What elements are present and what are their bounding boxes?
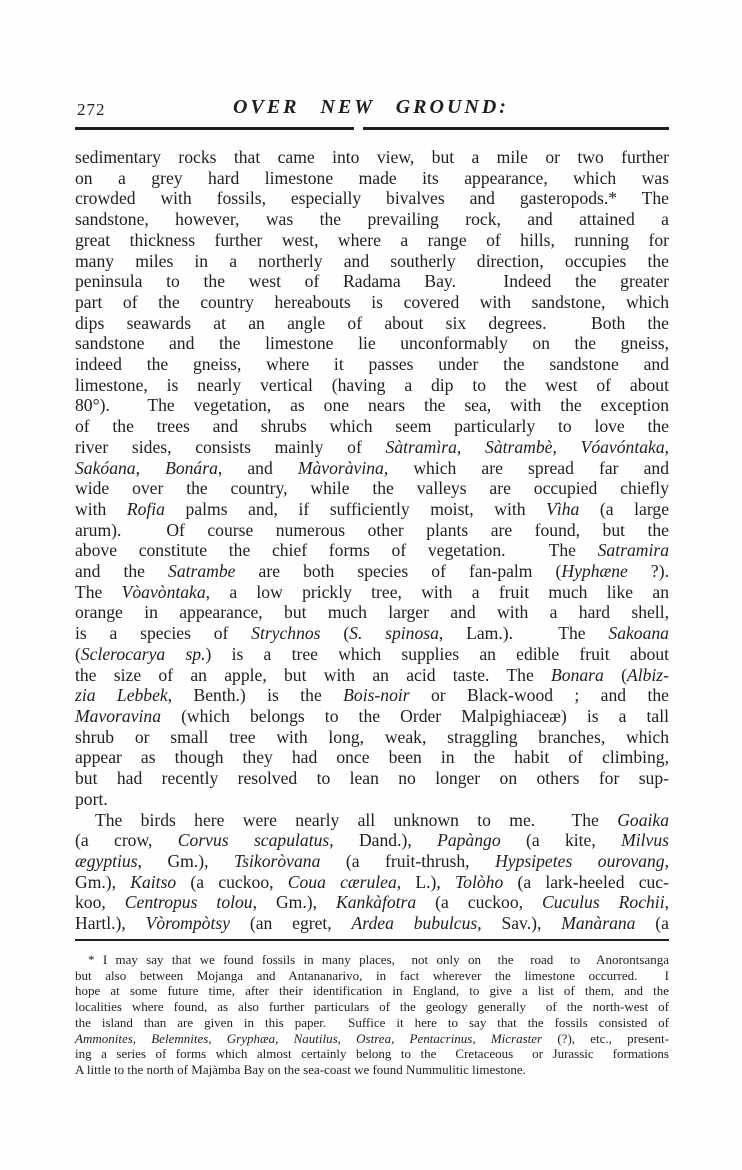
roman-text: or Black-wood ; and the xyxy=(409,685,669,706)
roman-text: peninsula to the west of Radama Bay. Indeed the greater xyxy=(75,271,669,292)
text-line xyxy=(75,644,669,665)
italic-text: Ammonites, Belemnites, Gryphæa, Nautilus, Ostrea, Pentacrinus, Micraster xyxy=(75,1030,543,1046)
roman-text: A little to the north of Majàmba Bay on the sea-coast we found Nummulitic limestone. xyxy=(75,1061,526,1077)
text-line xyxy=(75,209,669,230)
roman-text: part of the country hereabouts is covered with sandstone, which xyxy=(75,291,669,312)
roman-text: indeed the gneiss, where it passes under the sandstone and xyxy=(75,354,669,375)
roman-text: * I may say that we found fossils in many places, not only on the road to Anorontsanga xyxy=(88,952,669,967)
text-line xyxy=(75,727,669,748)
roman-text: , Gm.), xyxy=(252,892,337,913)
roman-text: the island than are given in this paper. Suffice it here to say that the fossils consisted of xyxy=(75,1014,669,1030)
roman-text: dips seawards at an angle of about six degrees. Both the xyxy=(75,312,669,333)
roman-text: (a cuckoo, xyxy=(176,871,288,892)
italic-text: Tolòho xyxy=(455,871,504,892)
text-line xyxy=(75,333,669,354)
italic-text: Ardea bubulcus xyxy=(351,913,478,934)
footnote-line xyxy=(75,968,669,984)
body-text xyxy=(75,147,669,934)
italic-text: Mavoravina xyxy=(75,705,161,726)
roman-text: above constitute the chief forms of vegetation. The xyxy=(75,540,598,561)
roman-text: the size of an apple, but with an acid taste. The xyxy=(75,664,552,685)
roman-text: great thickness further west, where a range of hills, running for xyxy=(75,229,669,250)
roman-text: shrub or small tree with long, weak, straggling branches, which xyxy=(75,726,669,747)
roman-text: ( xyxy=(603,664,627,685)
roman-text: palms and, if sufficiently moist, with xyxy=(164,498,547,519)
roman-text: (a fruit-thrush, xyxy=(320,850,496,871)
text-line xyxy=(75,437,669,458)
roman-text: localities where found, as also further particulars of the geology generally of the north-west of xyxy=(75,999,669,1015)
text-line xyxy=(75,747,669,768)
roman-text: (an egret, xyxy=(230,913,352,934)
italic-text: Papàngo xyxy=(437,830,501,851)
italic-text: Cuculus Rochii xyxy=(542,892,665,913)
text-line xyxy=(75,354,669,375)
text-line xyxy=(75,789,669,810)
italic-text: Hyphæne xyxy=(561,561,628,582)
roman-text: , L.), xyxy=(396,871,456,892)
roman-text: many miles in a northerly and southerly direction, occupies the xyxy=(75,250,669,271)
text-line xyxy=(75,478,669,499)
text-line xyxy=(75,561,669,582)
text-line xyxy=(75,892,669,913)
header-rule-left xyxy=(75,127,354,130)
roman-text: are both species of fan-palm ( xyxy=(235,561,562,582)
roman-text: , Dand.), xyxy=(329,830,438,851)
roman-text: , Sav.), xyxy=(477,913,562,934)
text-line xyxy=(75,913,669,934)
roman-text: but had recently resolved to lean no longer on others for sup- xyxy=(75,768,669,789)
roman-text: ?). xyxy=(627,561,670,582)
text-line xyxy=(75,292,669,313)
roman-text: ) is a tree which supplies an edible fruit about xyxy=(205,643,670,664)
roman-text: limestone, is nearly vertical (having a dip to the west of about xyxy=(75,374,669,395)
footnote-line xyxy=(75,1062,669,1078)
text-line xyxy=(75,768,669,789)
text-line xyxy=(75,602,669,623)
text-line xyxy=(75,540,669,561)
footnote-separator xyxy=(75,939,669,941)
roman-text: , xyxy=(135,457,166,478)
text-line xyxy=(75,582,669,603)
roman-text: , xyxy=(664,436,670,457)
italic-text: Milvus xyxy=(621,830,669,851)
text-line xyxy=(75,168,669,189)
italic-text: Coua cærulea xyxy=(287,871,397,892)
italic-text: Sàtrambè xyxy=(485,436,553,457)
italic-text: Albiz- xyxy=(626,664,669,685)
text-line xyxy=(75,685,669,706)
italic-text: Bonára xyxy=(165,457,218,478)
roman-text: ing a series of forms which almost certainly belong to the Cretaceous or Jurassic formations xyxy=(75,1046,669,1062)
italic-text: Strychnos xyxy=(251,623,321,644)
italic-text: Sclerocarya sp. xyxy=(80,643,206,664)
text-line xyxy=(75,851,669,872)
italic-text: Vìha xyxy=(546,498,580,519)
roman-text: port. xyxy=(75,788,108,809)
roman-text: orange in appearance, but much larger and with a hard shell, xyxy=(75,602,669,623)
roman-text: (a xyxy=(635,913,669,934)
roman-text: with xyxy=(75,498,127,519)
italic-text: Corvus scapulatus xyxy=(177,830,330,851)
italic-text: Centropus tolou xyxy=(124,892,253,913)
italic-text: Satrambe xyxy=(168,561,236,582)
italic-text: Hypsipetes ourovang xyxy=(495,850,665,871)
text-line xyxy=(75,872,669,893)
footnote-text xyxy=(75,952,669,1078)
roman-text: of the trees and shrubs which seem particularly to love the xyxy=(75,416,669,437)
italic-text: Vòrompòtsy xyxy=(145,913,231,934)
roman-text: river sides, consists mainly of xyxy=(75,436,386,457)
roman-text: sandstone and the limestone lie unconformably on the gneiss, xyxy=(75,333,669,354)
page-number: 272 xyxy=(77,100,106,119)
text-line xyxy=(75,706,669,727)
italic-text: ægyptius xyxy=(75,850,138,871)
italic-text: Sàtramìra xyxy=(385,436,457,457)
roman-text: (a kite, xyxy=(500,830,622,851)
text-line xyxy=(75,458,669,479)
text-line xyxy=(75,271,669,292)
header-rule-right xyxy=(363,127,669,130)
roman-text: but also between Mojanga and Antananarivo, in fact wherever the limestone occurred. I xyxy=(75,967,669,983)
italic-text: Kankàfotra xyxy=(336,892,417,913)
text-line xyxy=(75,810,669,831)
running-head: OVER NEW GROUND: xyxy=(233,96,509,118)
italic-text: Kaitso xyxy=(130,871,177,892)
text-line xyxy=(75,313,669,334)
roman-text: appear as though they had once been in the habit of climbing, xyxy=(75,747,669,768)
roman-text: Hartl.), xyxy=(75,913,146,934)
roman-text: (?), etc., present- xyxy=(542,1030,670,1046)
roman-text: Gm.), xyxy=(75,871,131,892)
footnote-line xyxy=(75,1015,669,1031)
italic-text: Vóavóntaka xyxy=(580,436,665,457)
italic-text: Vòavòntaka xyxy=(121,581,206,602)
text-line xyxy=(75,188,669,209)
roman-text: wide over the country, while the valleys are occupied chiefly xyxy=(75,478,669,499)
italic-text: Bois-noir xyxy=(343,685,410,706)
italic-text: Sakoana xyxy=(608,623,669,644)
roman-text: ( xyxy=(75,643,81,664)
text-line xyxy=(75,230,669,251)
roman-text: (a lark-heeled cuc- xyxy=(503,871,669,892)
italic-text: Rofia xyxy=(126,498,165,519)
roman-text: koo, xyxy=(75,892,125,913)
roman-text: crowded with fossils, especially bivalves and gasteropods.* The xyxy=(75,188,669,209)
roman-text: , and xyxy=(217,457,298,478)
italic-text: Sakóana xyxy=(75,457,136,478)
italic-text: Bonara xyxy=(551,664,604,685)
italic-text: Màvoràvina xyxy=(297,457,384,478)
italic-text: Tsikoròvana xyxy=(234,850,321,871)
roman-text: (a crow, xyxy=(75,830,178,851)
roman-text: and the xyxy=(75,561,169,582)
text-line xyxy=(75,147,669,168)
text-line xyxy=(75,499,669,520)
roman-text: (which belongs to the Order Malpighiaceæ) is a tall xyxy=(161,705,669,726)
text-line xyxy=(75,395,669,416)
roman-text: (a large xyxy=(579,498,670,519)
roman-text: , Benth.) is the xyxy=(167,685,344,706)
roman-text: ( xyxy=(320,623,350,644)
text-line xyxy=(75,665,669,686)
footnote-line xyxy=(75,1046,669,1062)
roman-text: , xyxy=(664,850,669,871)
roman-text: 80°). The vegetation, as one nears the sea, with the exception xyxy=(75,395,669,416)
roman-text: , a low prickly tree, with a fruit much like an xyxy=(205,581,669,602)
italic-text: S. spinosa xyxy=(349,623,439,644)
footnote-line xyxy=(75,999,669,1015)
text-line xyxy=(75,623,669,644)
text-line xyxy=(75,520,669,541)
text-line xyxy=(75,375,669,396)
roman-text: The birds here were nearly all unknown to me. The xyxy=(95,809,618,830)
roman-text: The xyxy=(75,581,122,602)
text-line xyxy=(75,416,669,437)
roman-text: sedimentary rocks that came into view, but a mile or two further xyxy=(75,147,669,167)
roman-text: , Gm.), xyxy=(137,850,235,871)
roman-text: , Lam.). The xyxy=(438,623,609,644)
footnote-line xyxy=(75,952,669,968)
italic-text: Manàrana xyxy=(561,913,636,934)
roman-text: , which are spread far and xyxy=(383,457,669,478)
italic-text: Goaika xyxy=(617,809,669,830)
roman-text: , xyxy=(456,436,486,457)
roman-text: arum). Of course numerous other plants are found, but the xyxy=(75,519,669,540)
text-line xyxy=(75,251,669,272)
roman-text: on a grey hard limestone made its appearance, which was xyxy=(75,167,669,188)
roman-text: is a species of xyxy=(75,623,252,644)
text-line xyxy=(75,830,669,851)
italic-text: zia Lebbek xyxy=(75,685,168,706)
roman-text: hope at some future time, after their identification in England, to give a list of them, and the xyxy=(75,983,669,999)
footnote-line xyxy=(75,1031,669,1047)
roman-text: (a cuckoo, xyxy=(416,892,542,913)
roman-text: , xyxy=(552,436,581,457)
roman-text: , xyxy=(664,892,669,913)
footnote-line xyxy=(75,983,669,999)
italic-text: Satramira xyxy=(597,540,669,561)
roman-text: sandstone, however, was the prevailing rock, and attained a xyxy=(75,209,669,230)
